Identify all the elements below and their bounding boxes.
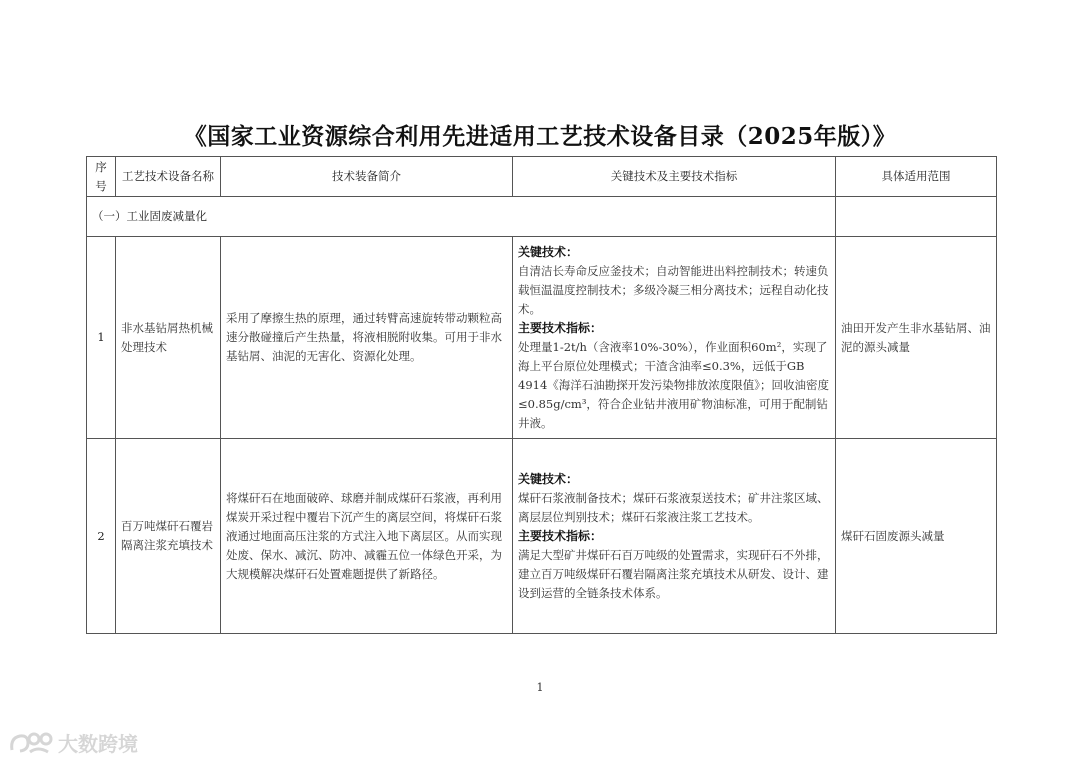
section-row xyxy=(87,197,997,237)
header-seq: 序号 xyxy=(87,157,116,197)
key-tech-label: 关键技术： xyxy=(518,471,579,486)
indicator-text: 满足大型矿井煤矸石百万吨级的处置需求，实现矸石不外排，建立百万吨级煤矸石覆岩隔离注浆充填技术从研发、设计、建设到运营的全链条技术体系。 xyxy=(518,547,829,600)
key-technology-cell xyxy=(513,237,836,439)
table-row xyxy=(87,237,997,439)
key-tech-label: 关键技术： xyxy=(518,244,579,259)
document-title: 《国家工业资源综合利用先进适用工艺技术设备目录（2025年版）》 xyxy=(183,123,897,150)
watermark-text: 大数跨境 xyxy=(58,732,138,756)
applicable-scope: 油田开发产生非水基钻屑、油泥的源头减量 xyxy=(836,237,997,439)
section-title: （一）工业固废减量化 xyxy=(87,197,836,237)
key-tech-text: 自清洁长寿命反应釜技术；自动智能进出料控制技术；转速负载恒温温度控制技术；多级冷凝三相分离技术；远程自动化技术。 xyxy=(518,263,829,316)
row-number: 2 xyxy=(87,439,116,634)
row-number: 1 xyxy=(87,237,116,439)
header-key-tech: 关键技术及主要技术指标 xyxy=(513,157,836,197)
watermark-logo-icon xyxy=(8,730,54,756)
header-name: 工艺技术设备名称 xyxy=(116,157,221,197)
header-scope: 具体适用范围 xyxy=(836,157,997,197)
key-tech-text: 煤矸石浆液制备技术；煤矸石浆液泵送技术；矿井注浆区域、离层层位判别技术；煤矸石浆液注浆工艺技术。 xyxy=(518,490,829,524)
table-header-row xyxy=(87,157,997,197)
technology-description: 采用了摩擦生热的原理，通过转臂高速旋转带动颗粒高速分散碰撞后产生热量，将液相脱附收集。可用于非水基钻屑、油泥的无害化、资源化处理。 xyxy=(221,237,513,439)
technology-name: 非水基钻屑热机械处理技术 xyxy=(116,237,221,439)
section-empty-cell xyxy=(836,197,997,237)
applicable-scope: 煤矸石固废源头减量 xyxy=(836,439,997,634)
watermark xyxy=(8,728,138,757)
technology-name: 百万吨煤矸石覆岩隔离注浆充填技术 xyxy=(116,439,221,634)
catalog-table xyxy=(86,156,997,634)
indicator-text: 处理量1-2t/h（含液率10%-30%），作业面积60m²，实现了海上平台原位处理模式；干渣含油率≤0.3%，远低于GB 4914《海洋石油勘探开发污染物排放浓度限值》；回收油密度≤0.85g/cm³，符合企业钻井液用矿物油标准，可用于配制钻井液。 xyxy=(518,339,830,430)
page-number: 1 xyxy=(536,681,544,694)
technology-description: 将煤矸石在地面破碎、球磨并制成煤矸石浆液，再利用煤炭开采过程中覆岩下沉产生的离层空间，将煤矸石浆液通过地面高压注浆的方式注入地下离层区。从而实现处废、保水、减沉、防冲、减霾五位一体绿色开采，为大规模解决煤矸石处置难题提供了新路径。 xyxy=(221,439,513,634)
key-technology-cell xyxy=(513,439,836,634)
header-description: 技术装备简介 xyxy=(221,157,513,197)
table-row xyxy=(87,439,997,634)
indicator-label: 主要技术指标： xyxy=(518,528,603,543)
indicator-label: 主要技术指标： xyxy=(518,320,603,335)
